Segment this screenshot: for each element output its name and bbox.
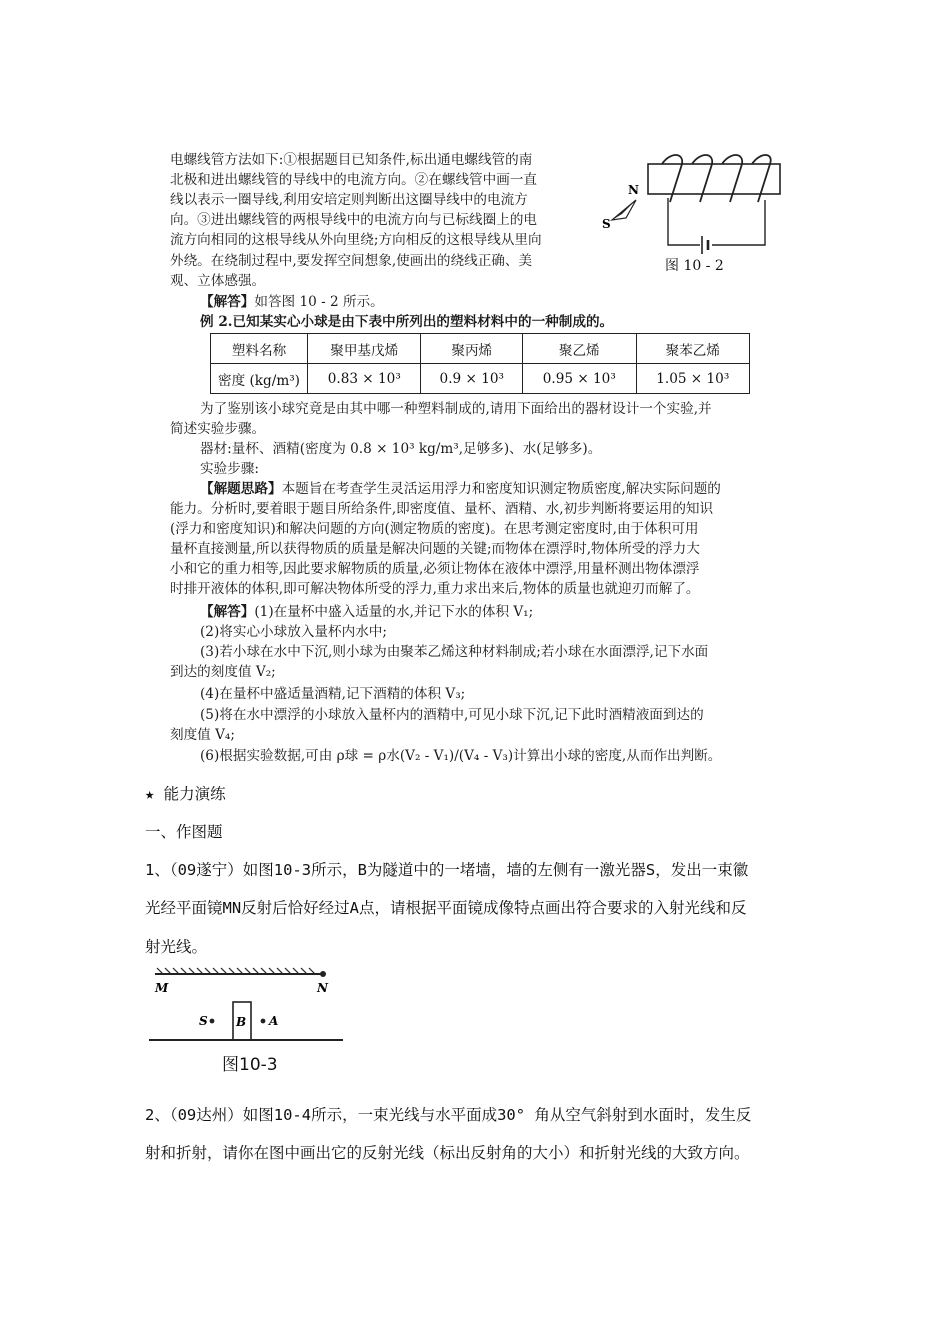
text-line: 流方向相同的这根导线从外向里绕;方向相反的这根导线从里向 (170, 232, 542, 248)
part-title: 一、作图题 (145, 823, 223, 841)
text-line: 为了鉴别该小球究竟是由其中哪一种塑料制成的,请用下面给出的器材设计一个实验,并 (200, 401, 712, 417)
step-line: (3)若小球在水中下沉,则小球为由聚苯乙烯这种材料制成;若小球在水面漂浮,记下水面 (200, 644, 709, 660)
mirror-end-m: M (155, 981, 169, 995)
text-line: 简述实验步骤。 (170, 421, 266, 437)
step-line: (5)将在水中漂浮的小球放入量杯内的酒精中,可见小球下沉,记下此时酒精液面到达的 (200, 707, 704, 723)
step-line: (4)在量杯中盛适量酒精,记下酒精的体积 V₃; (200, 686, 466, 702)
step-text: (1)在量杯中盛入适量的水,并记下水的体积 V₁; (254, 604, 534, 620)
step-line: 刻度值 V₄; (170, 727, 235, 743)
table-cell: 聚乙烯 (523, 334, 636, 364)
text-line: 北极和进出螺线管的导线中的电流方向。②在螺线管中画一直 (170, 172, 538, 188)
question-line: 2、（09达州）如图10-4所示，一束光线与水平面成30° 角从空气斜射到水面时，发生反 (145, 1106, 752, 1124)
table-header: 密度 (kg/m³) (211, 364, 308, 394)
table-row (211, 364, 750, 394)
south-label: S (602, 217, 611, 231)
wall-label: B (236, 1015, 247, 1029)
idea-text: 本题旨在考查学生灵活运用浮力和密度知识测定物质密度,解决实际问题的 (281, 481, 721, 497)
question-line: 1、（09遂宁）如图10-3所示，B为隧道中的一堵墙，墙的左侧有一激光器S，发出一束徽 (145, 861, 749, 879)
text-line: 时排开液体的体积,即可解决物体所受的浮力,重力求出来后,物体的质量也就迎刃而解了。 (170, 581, 700, 597)
table-header: 塑料名称 (211, 334, 308, 364)
step-line: (6)根据实验数据,可由 ρ球 = ρ水(V₂ - V₁)/(V₄ - V₃)计算出小球的密度,从而作出判断。 (200, 748, 722, 764)
question-line: 射光线。 (145, 938, 208, 956)
point-a-label: A (269, 1014, 279, 1028)
step-line (200, 602, 533, 622)
table-cell: 聚丙烯 (421, 334, 523, 364)
table-cell: 0.9 × 10³ (421, 364, 523, 394)
steps-heading: 实验步骤: (200, 461, 259, 477)
answer-line (200, 292, 384, 312)
laser-label: S (199, 1014, 208, 1028)
table-cell: 0.95 × 10³ (523, 364, 636, 394)
table-cell: 1.05 × 10³ (636, 364, 750, 394)
answer-tag: 【解答】 (200, 294, 255, 310)
table-row (211, 334, 750, 364)
text-line: (浮力和密度知识)和解决问题的方向(测定物质的密度)。在思考测定密度时,由于体积可用 (170, 521, 699, 537)
table-cell: 0.83 × 10³ (308, 364, 421, 394)
text-line: 小和它的重力相等,因此要求解物质的质量,必须让物体在液体中漂浮,用量杯测出物体漂浮 (170, 561, 700, 577)
section-title: ★ 能力演练 (145, 785, 226, 803)
text-line: 外绕。在绕制过程中,要发挥空间想象,使画出的绕线正确、美 (170, 253, 533, 269)
text-line: 能力。分析时,要着眼于题目所给条件,即密度值、量杯、酒精、水,初步判断将要运用的知识 (170, 501, 714, 517)
step-line: (2)将实心小球放入量杯内水中; (200, 624, 387, 640)
figure-caption: 图10-3 (222, 1055, 278, 1075)
question-line: 光经平面镜MN反射后恰好经过A点，请根据平面镜成像特点画出符合要求的入射光线和反 (145, 899, 747, 917)
density-table (210, 333, 750, 394)
materials-line: 器材:量杯、酒精(密度为 0.8 × 10³ kg/m³,足够多)、水(足够多)。 (200, 441, 602, 457)
text-line: 量杯直接测量,所以获得物质的质量是解决问题的关键;而物体在漂浮时,物体所受的浮力大 (170, 541, 700, 557)
north-label: N (628, 183, 639, 197)
figure-caption: 图 10 - 2 (665, 258, 724, 274)
table-cell: 聚甲基戊烯 (308, 334, 421, 364)
example-heading: 例 2.已知某实心小球是由下表中所列出的塑料材料中的一种制成的。 (200, 314, 614, 330)
answer-tag: 【解答】 (200, 604, 255, 620)
answer-text: 如答图 10 - 2 所示。 (254, 294, 384, 310)
step-line: 到达的刻度值 V₂; (170, 664, 276, 680)
table-cell: 聚苯乙烯 (636, 334, 750, 364)
text-line: 线以表示一圈导线,利用安培定则判断出这圈导线中的电流方 (170, 192, 528, 208)
mirror-end-n: N (317, 981, 328, 995)
idea-line (200, 479, 721, 499)
text-line: 向。③进出螺线管的两根导线中的电流方向与已标线圈上的电 (170, 212, 538, 228)
idea-tag: 【解题思路】 (200, 481, 282, 497)
text-line: 观、立体感强。 (170, 273, 266, 289)
question-line: 射和折射，请你在图中画出它的反射光线（标出反射角的大小）和折射光线的大致方向。 (145, 1144, 750, 1162)
text-line: 电螺线管方法如下:①根据题目已知条件,标出通电螺线管的南 (170, 152, 533, 168)
